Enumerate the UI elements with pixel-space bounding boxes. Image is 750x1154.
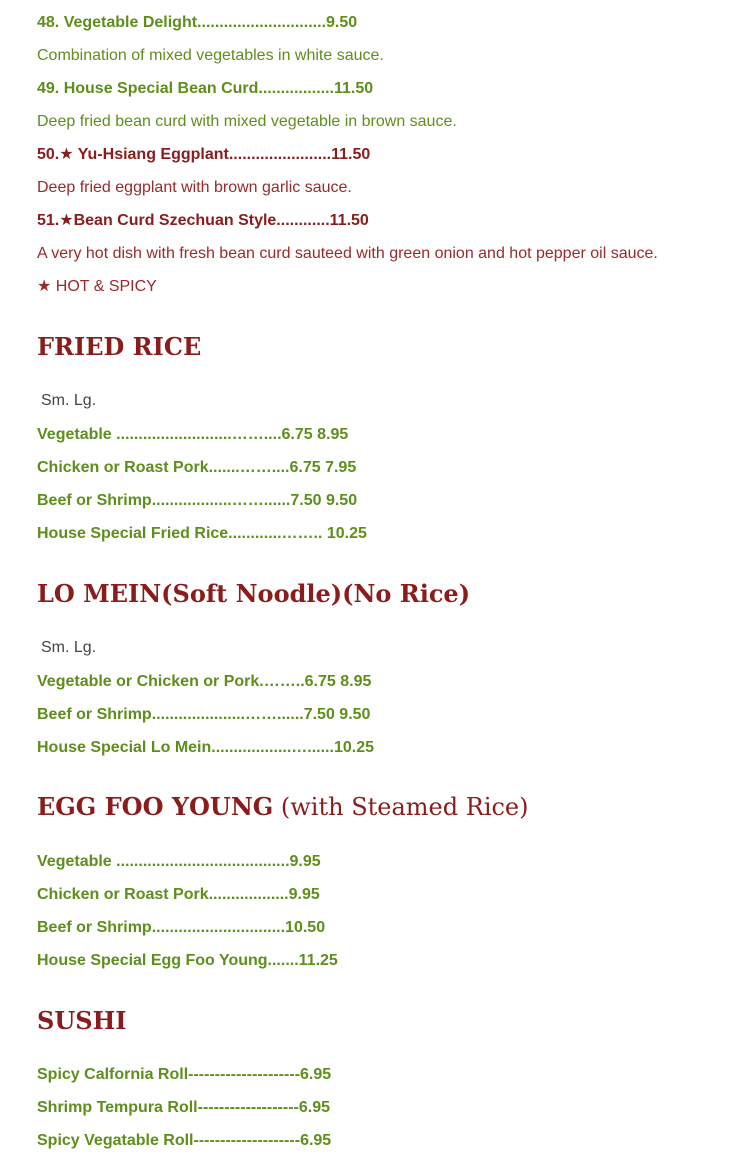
menu-item-description: Deep fried bean curd with mixed vegetable in brown sauce.: [37, 113, 457, 130]
menu-item: Chicken or Roast Pork..................9.95: [37, 886, 320, 903]
menu-item: House Special Fried Rice............…….. 10.25: [37, 525, 367, 542]
menu-item-title: 51.★Bean Curd Szechuan Style............11.50: [37, 212, 369, 229]
heading-subtitle: (with Steamed Rice): [273, 793, 529, 821]
section-heading-lo-mein: LO MEIN(Soft Noodle)(No Rice): [37, 579, 471, 608]
menu-item: Shrimp Tempura Roll-------------------6.95: [37, 1099, 330, 1116]
menu-item: Spicy Vegatable Roll--------------------6.95: [37, 1132, 332, 1149]
menu-item: Beef or Shrimp.....................……......7.50 9.50: [37, 706, 371, 723]
menu-item-title: 50.★ Yu-Hsiang Eggplant.......................11.50: [37, 146, 371, 163]
menu-item: House Special Egg Foo Young.......11.25: [37, 952, 338, 969]
size-labels: Sm. Lg.: [41, 392, 97, 409]
menu-item: Spicy Calfornia Roll---------------------6.95: [37, 1066, 332, 1083]
menu-item: Chicken or Roast Pork.......……....6.75 7.95: [37, 459, 357, 476]
menu-item: Vegetable ..........................……....6.75 8.95: [37, 426, 349, 443]
menu-item-title: 49. House Special Bean Curd.................11.50: [37, 80, 374, 97]
hot-spicy-note: ★ HOT & SPICY: [37, 278, 157, 295]
menu-item: Vegetable or Chicken or Pork.……..6.75 8.95: [37, 673, 372, 690]
menu-item-description: A very hot dish with fresh bean curd sauteed with green onion and hot pepper oil sauce.: [37, 245, 658, 262]
menu-item: Beef or Shrimp..............................10.50: [37, 919, 326, 936]
menu-item: Beef or Shrimp..................……......7.50 9.50: [37, 492, 358, 509]
menu-item: House Special Lo Mein..................…......10.25: [37, 739, 374, 756]
menu-item-title: 48. Vegetable Delight.............................9.50: [37, 14, 358, 31]
size-labels: Sm. Lg.: [41, 639, 97, 656]
heading-main: EGG FOO YOUNG: [37, 792, 274, 821]
menu-item-description: Deep fried eggplant with brown garlic sauce.: [37, 179, 352, 196]
menu-item: Vegetable .......................................9.95: [37, 853, 321, 870]
section-heading-fried-rice: FRIED RICE: [37, 332, 202, 361]
menu-item-description: Combination of mixed vegetables in white sauce.: [37, 47, 384, 64]
section-heading-sushi: SUSHI: [37, 1006, 127, 1035]
section-heading-egg-foo-young: [37, 792, 529, 822]
